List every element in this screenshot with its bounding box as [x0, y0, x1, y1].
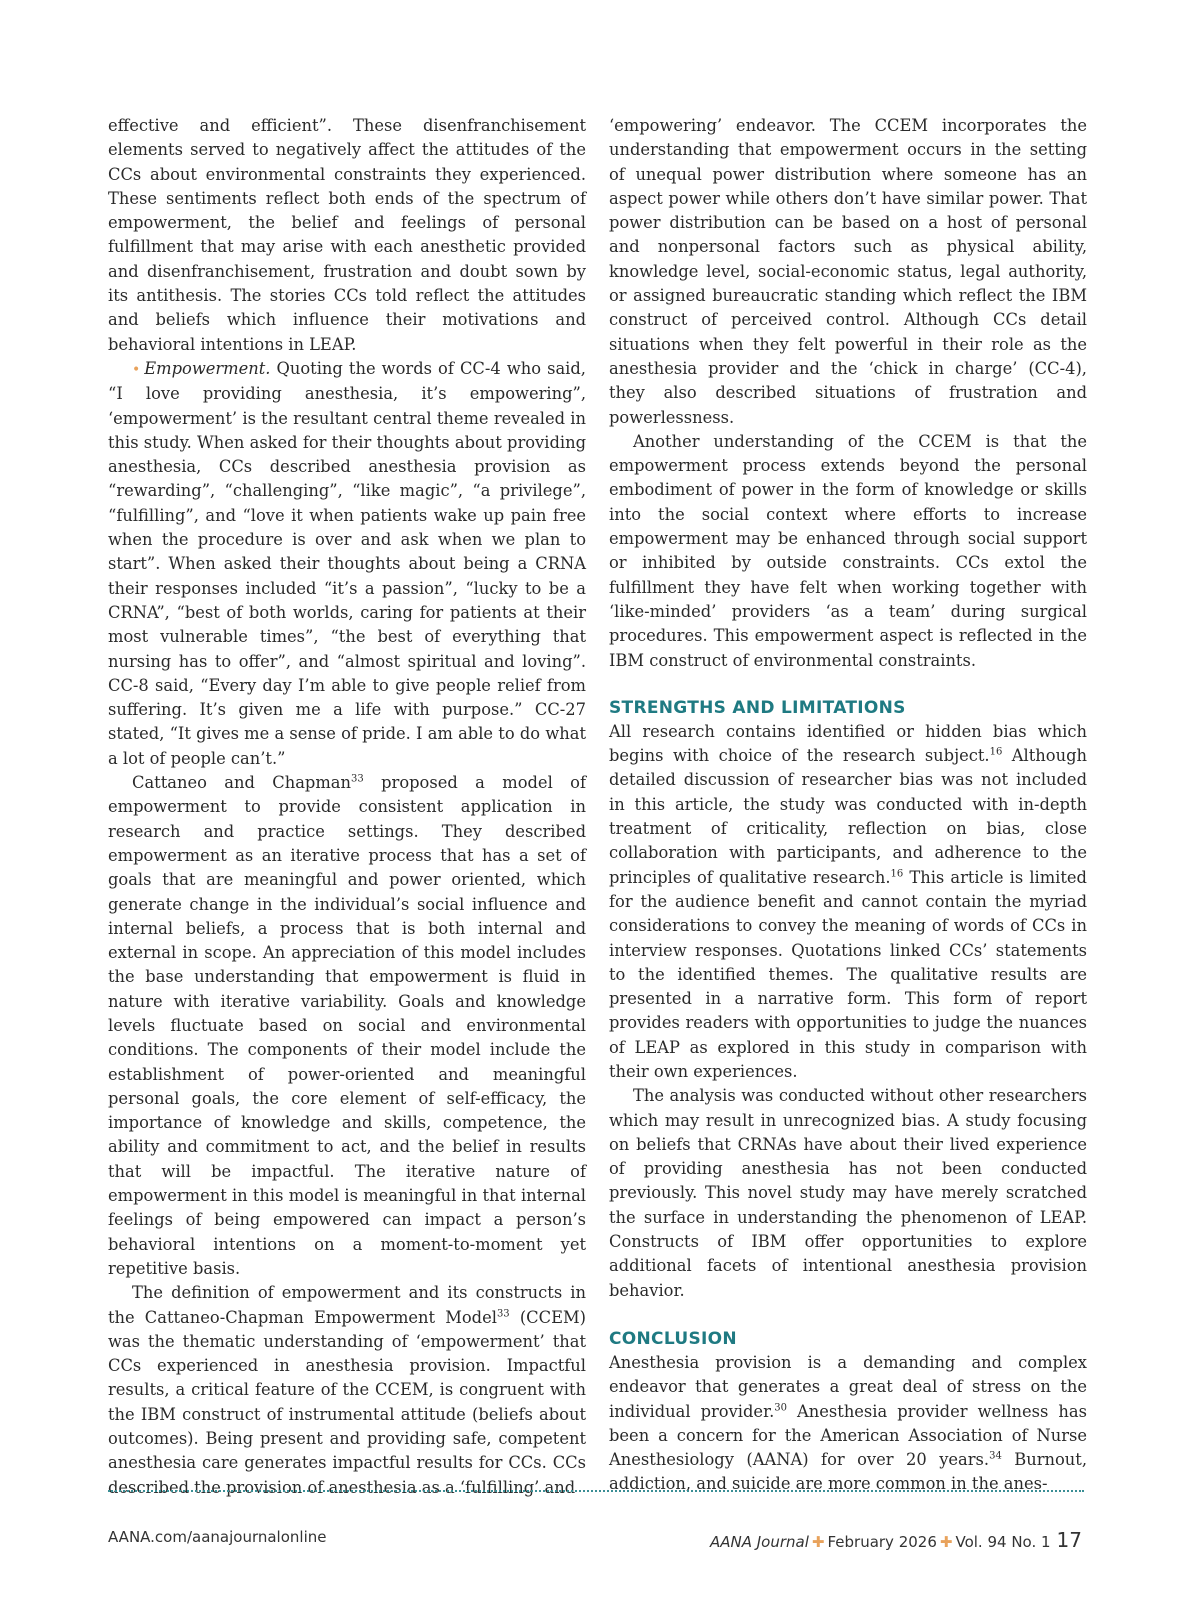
citation-ref: 16 [890, 868, 904, 880]
footer-divider [108, 1490, 1084, 1492]
citation-ref: 33 [351, 773, 364, 785]
section-heading-strengths: STRENGTHS AND LIMITATIONS [609, 697, 906, 718]
paragraph [609, 1351, 1087, 1497]
volume: Vol. 94 [955, 1533, 1007, 1551]
left-column [108, 114, 586, 1500]
citation-ref: 33 [496, 1308, 510, 1320]
paragraph [108, 771, 586, 1281]
paragraph-text: Cattaneo and Chapman [132, 773, 351, 793]
paragraph-text: proposed a model of empowerment to provide consistent application in research and practice settings. They described empowerment as an iterative process that has a set of goals that are meaningful and power oriented, which generate change in the individual’s social influence and internal beliefs, a process that is both internal and external in scope. An appreciation of this model includes the base understanding that empowerment is fluid in nature with iterative variability. Goals and knowledge levels fluctuate based on social and environmental conditions. The components of their model include the establishment of power-oriented and meaningful personal goals, the core element of self-efficacy, the importance of knowledge and skills, competence, the ability and commitment to act, and the belief in results that will be impactful. The iterative nature of empowerment in this model is meaningful in that internal feelings of being empowered can impact a person’s behavioral intentions on a moment-to-moment yet repetitive basis. [108, 773, 586, 1278]
citation-ref: 30 [774, 1402, 787, 1414]
page-number: 17 [1056, 1528, 1082, 1552]
paragraph-text: All research contains identified or hidden bias which begins with choice of the research subject. [609, 721, 1087, 766]
theme-term: Empowerment. [144, 358, 271, 378]
issue-date: February 2026 [827, 1533, 937, 1551]
paragraph-text: Anesthesia provision is a demanding and complex endeavor that generates a great deal of stress on the individual provider. [609, 1352, 1087, 1421]
paragraph [108, 1281, 586, 1500]
bullet-icon: • [132, 361, 141, 378]
paragraph-text: Although detailed discussion of researcher bias was not included in this article, the study was conducted with in-depth treatment of criticality, reflection on bias, close collaboration with participants, and adherence to the principles of qualitative research. [609, 746, 1087, 887]
plus-icon: ✚ [811, 1533, 825, 1551]
paragraph: ‘empowering’ endeavor. The CCEM incorporates the understanding that empowerment occurs in the setting of unequal power distribution where someone has an aspect power while others don’t have similar power. That power distribution can be based on a host of personal and nonpersonal factors such as physical ability, knowledge level, social-economic status, legal authority, or assigned bureaucratic standing which reflect the IBM construct of perceived control. Although CCs detail situations when they felt powerful in their role as the anesthesia provider and the ‘chick in charge’ (CC-4), they also described situations of frustration and powerlessness. [609, 116, 1087, 427]
right-column [609, 114, 1087, 1497]
footer-website[interactable]: AANA.com/aanajournalonline [108, 1528, 327, 1546]
paragraph [609, 720, 1087, 1084]
paragraph: The analysis was conducted without other researchers which may result in unrecognized bias. A study focusing on beliefs that CRNAs have about their lived experience of providing anesthesia has not been conducted previously. This novel study may have merely scratched the surface in understanding the phenomenon of LEAP. Constructs of IBM offer opportunities to explore additional facets of intentional anesthesia provision behavior. [609, 1086, 1087, 1300]
citation-ref: 16 [989, 746, 1003, 758]
journal-name: AANA Journal [709, 1533, 809, 1551]
paragraph-text: The definition of empowerment and its constructs in the Cattaneo-Chapman Empowerment Model [108, 1283, 586, 1327]
citation-ref: 34 [989, 1450, 1002, 1462]
plus-icon: ✚ [939, 1533, 953, 1551]
section-heading-conclusion: CONCLUSION [609, 1328, 737, 1349]
paragraph-text: Burnout, addiction, and suicide are more common in the anes- [609, 1450, 1088, 1494]
paragraph-text: Quoting the words of CC-4 who said, “I love providing anesthesia, it’s empowering”, ‘empowerment’ is the resultant central theme revealed in this study. When asked for their thoughts about providing anesthesia, CCs described anesthesia provision as “rewarding”, “challenging”, “like magic”, “a privilege”, “fulfilling”, and “love it when patients wake up pain free when the procedure is over and ask when we plan to start”. When asked their thoughts about being a CRNA their responses included “it’s a passion”, “lucky to be a CRNA”, “best of both worlds, caring for patients at their most vulnerable times”, “the best of everything that nursing has to offer”, and “almost spiritual and loving”. CC-8 said, “Every day I’m able to give people relief from suffering. It’s given me a life with purpose.” CC-27 stated, “It gives me a sense of pride. I am able to do what a lot of people can’t.” [108, 358, 586, 768]
paragraph-text: Anesthesia provider wellness has been a concern for the American Association of Nurse Anesthesiology (AANA) for over 20 years. [609, 1401, 1087, 1470]
issue-number: No. 1 [1011, 1533, 1051, 1551]
footer-journal-info [710, 1528, 1082, 1552]
paragraph: Another understanding of the CCEM is that the empowerment process extends beyond the personal embodiment of power in the form of knowledge or skills into the social context where efforts to increase empowerment may be enhanced through social support or inhibited by outside constraints. CCs extol the fulfillment they have felt when working together with ‘like-minded’ providers ‘as a team’ during surgical procedures. This empowerment aspect is reflected in the IBM construct of environmental constraints. [609, 431, 1087, 670]
paragraph-text: (CCEM) was the thematic understanding of ‘empowerment’ that CCs experienced in anesthesia provision. Impactful results, a critical feature of the CCEM, is congruent with the IBM construct of instrumental attitude (beliefs about outcomes). Being present and providing safe, competent anesthesia care generates impactful results for CCs. CCs described the provision of anesthesia as a ‘fulfilling’ and [108, 1307, 586, 1497]
empowerment-paragraph [108, 357, 586, 771]
paragraph: effective and efficient”. These disenfranchisement elements served to negatively affect the attitudes of the CCs about environmental constraints they experienced. These sentiments reflect both ends of the spectrum of empowerment, the belief and feelings of personal fulfillment that may arise with each anesthetic provided and disenfranchisement, frustration and doubt sown by its antithesis. The stories CCs told reflect the attitudes and beliefs which influence their motivations and behavioral intentions in LEAP. [108, 116, 586, 354]
paragraph-text: This article is limited for the audience benefit and cannot contain the myriad considerations to convey the meaning of words of CCs in interview responses. Quotations linked CCs’ statements to the identified themes. The qualitative results are presented in a narrative form. This form of report provides readers with opportunities to judge the nuances of LEAP as explored in this study in comparison with their own experiences. [609, 867, 1087, 1081]
